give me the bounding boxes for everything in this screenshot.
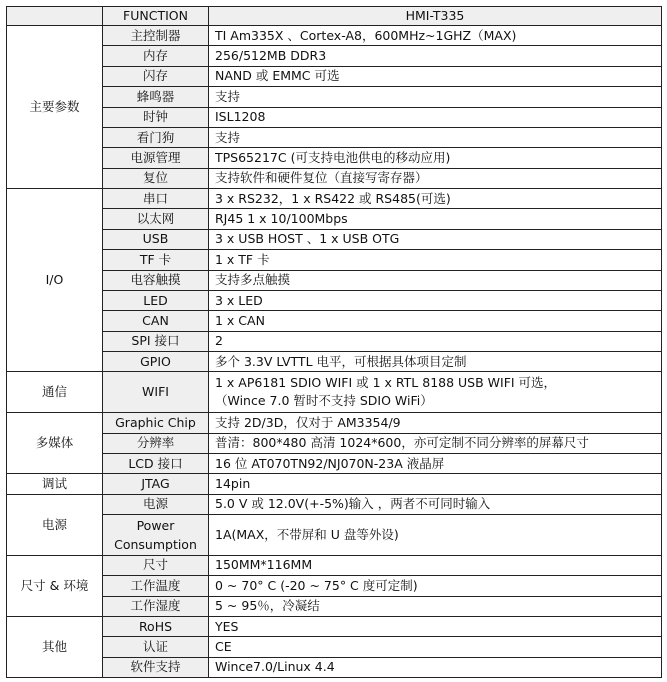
table-row [7, 66, 662, 86]
function-cell: JTAG [103, 474, 209, 494]
value-cell [209, 576, 662, 596]
function-cell: 蜂鸣器 [103, 87, 209, 107]
table-row [7, 189, 662, 209]
category-cell: 电源 [7, 494, 103, 555]
value-cell [209, 189, 662, 209]
category-cell: I/O [7, 189, 103, 372]
value-cell [209, 229, 662, 249]
value-line: 支持 [215, 129, 241, 145]
function-cell: 电源 [103, 494, 209, 514]
value-line: CE [215, 638, 232, 654]
value-cell [209, 515, 662, 556]
value-line: 5 ~ 95％，冷凝结 [215, 598, 320, 614]
function-cell: GPIO [103, 352, 209, 372]
table-row [7, 311, 662, 331]
value-cell [209, 46, 662, 66]
function-cell: Graphic Chip [103, 413, 209, 433]
table-row [7, 87, 662, 107]
table-row [7, 250, 662, 270]
value-line: 3 x USB HOST 、1 x USB OTG [215, 231, 400, 247]
value-line: 3 x RS232，1 x RS422 或 RS485(可选) [215, 190, 451, 206]
table-row [7, 270, 662, 290]
function-cell: 工作温度 [103, 576, 209, 596]
function-cell: Power Consumption [103, 515, 209, 556]
table-row [7, 148, 662, 168]
table-row [7, 616, 662, 636]
function-cell: SPI 接口 [103, 331, 209, 351]
spec-body [7, 26, 662, 678]
function-cell: USB [103, 229, 209, 249]
header-row [7, 7, 662, 26]
value-line: 14pin [215, 475, 251, 491]
value-line: 普清：800*480 高清 1024*600，亦可定制不同分辨率的屏幕尺寸 [215, 435, 589, 451]
header-model: HMI-T335 [209, 7, 662, 26]
category-cell: 多媒体 [7, 413, 103, 474]
value-cell [209, 87, 662, 107]
value-line: 1 x TF 卡 [215, 251, 270, 267]
function-cell: 尺寸 [103, 555, 209, 575]
category-cell: 尺寸 & 环境 [7, 555, 103, 616]
value-line: 16 位 AT070TN92/NJ070N-23A 液晶屏 [215, 455, 445, 471]
table-row [7, 168, 662, 188]
value-cell [209, 209, 662, 229]
function-cell: 闪存 [103, 66, 209, 86]
function-cell: LED [103, 290, 209, 310]
function-cell: LCD 接口 [103, 453, 209, 473]
value-line: 支持软件和硬件复位（直接写寄存器） [215, 170, 428, 186]
value-cell [209, 127, 662, 147]
value-cell [209, 290, 662, 310]
value-cell [209, 657, 662, 677]
value-line: NAND 或 EMMC 可选 [215, 68, 340, 84]
function-cell: 复位 [103, 168, 209, 188]
value-cell [209, 148, 662, 168]
category-cell: 调试 [7, 474, 103, 494]
header-category [7, 7, 103, 26]
value-cell [209, 168, 662, 188]
table-row [7, 413, 662, 433]
table-row [7, 331, 662, 351]
value-cell [209, 413, 662, 433]
value-cell [209, 372, 662, 413]
value-line: 支持 2D/3D，仅对于 AM3354/9 [215, 414, 401, 430]
function-cell: 时钟 [103, 107, 209, 127]
value-line: （Wince 7.0 暂时不支持 SDIO WiFi） [215, 393, 433, 409]
function-cell: 分辨率 [103, 433, 209, 453]
function-cell: WIFI [103, 372, 209, 413]
value-line: YES [215, 618, 239, 634]
function-cell: 主控制器 [103, 26, 209, 46]
table-row [7, 209, 662, 229]
table-row [7, 596, 662, 616]
table-row [7, 127, 662, 147]
value-cell [209, 555, 662, 575]
table-row [7, 46, 662, 66]
value-line: Wince7.0/Linux 4.4 [215, 659, 335, 675]
value-cell [209, 311, 662, 331]
value-line: 支持 [215, 88, 241, 104]
table-row [7, 372, 662, 413]
value-line: TI Am335X 、Cortex-A8，600MHz~1GHZ（MAX) [215, 27, 517, 43]
value-cell [209, 453, 662, 473]
value-line: 1 x AP6181 SDIO WIFI 或 1 x RTL 8188 USB WIFI 可选， [215, 375, 557, 391]
value-cell [209, 433, 662, 453]
function-cell: 电容触摸 [103, 270, 209, 290]
value-cell [209, 26, 662, 46]
table-row [7, 555, 662, 575]
value-line: ISL1208 [215, 109, 266, 125]
table-row [7, 515, 662, 556]
function-cell: 串口 [103, 189, 209, 209]
value-cell [209, 616, 662, 636]
function-cell: 软件支持 [103, 657, 209, 677]
table-row [7, 637, 662, 657]
value-line: 5.0 V 或 12.0V(+-5%)输入 ，两者不可同时输入 [215, 496, 491, 512]
value-cell [209, 107, 662, 127]
category-cell: 主要参数 [7, 26, 103, 189]
value-cell [209, 474, 662, 494]
table-row [7, 107, 662, 127]
table-row [7, 290, 662, 310]
value-line: 1 x CAN [215, 312, 265, 328]
function-cell: 以太网 [103, 209, 209, 229]
value-line: 150MM*116MM [215, 557, 313, 573]
spec-table [6, 6, 662, 678]
table-row [7, 352, 662, 372]
table-row [7, 229, 662, 249]
value-cell [209, 494, 662, 514]
value-cell [209, 331, 662, 351]
function-cell: 电源管理 [103, 148, 209, 168]
value-line: 多个 3.3V LVTTL 电平，可根据具体项目定制 [215, 353, 467, 369]
value-line: TPS65217C (可支持电池供电的移动应用) [215, 149, 451, 165]
function-cell: 工作湿度 [103, 596, 209, 616]
value-cell [209, 637, 662, 657]
value-line: 256/512MB DDR3 [215, 48, 327, 64]
function-cell: RoHS [103, 616, 209, 636]
value-line: 3 x LED [215, 292, 263, 308]
value-line: 支持多点触摸 [215, 272, 291, 288]
table-row [7, 474, 662, 494]
table-row [7, 576, 662, 596]
table-row [7, 433, 662, 453]
function-cell: 看门狗 [103, 127, 209, 147]
function-cell: 认证 [103, 637, 209, 657]
value-line: 1A(MAX，不带屏和 U 盘等外设) [215, 526, 399, 542]
function-cell: 内存 [103, 46, 209, 66]
function-cell: TF 卡 [103, 250, 209, 270]
value-line: RJ45 1 x 10/100Mbps [215, 211, 348, 227]
value-cell [209, 596, 662, 616]
value-cell [209, 250, 662, 270]
header-function: FUNCTION [103, 7, 209, 26]
table-row [7, 453, 662, 473]
value-cell [209, 352, 662, 372]
category-cell: 其他 [7, 616, 103, 677]
function-cell: CAN [103, 311, 209, 331]
value-line: 2 [215, 333, 223, 349]
value-line: 0 ~ 70° C (-20 ~ 75° C 度可定制) [215, 577, 418, 593]
value-cell [209, 270, 662, 290]
category-cell: 通信 [7, 372, 103, 413]
table-row [7, 494, 662, 514]
value-cell [209, 66, 662, 86]
table-row [7, 657, 662, 677]
table-row [7, 26, 662, 46]
